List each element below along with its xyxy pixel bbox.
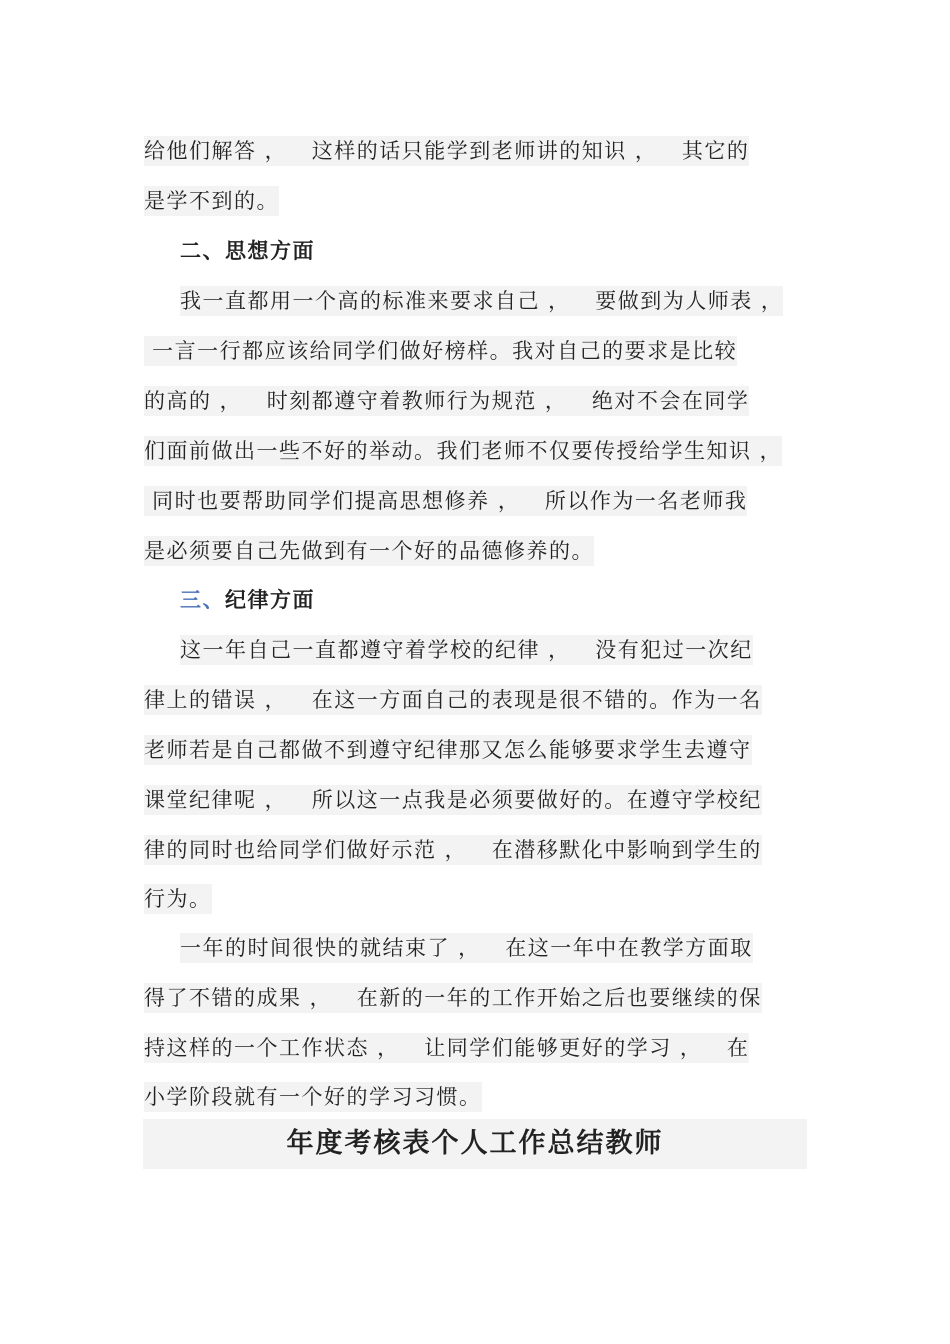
paragraph-line: 一言一行都应该给同学们做好榜样。我对自己的要求是比较 <box>144 336 737 366</box>
paragraph-line: 课堂纪律呢 ， 所以这一点我是必须要做好的。在遵守学校纪 <box>144 785 762 815</box>
paragraph-line: 一年的时间很快的就结束了 ， 在这一年中在教学方面取 <box>180 933 753 963</box>
heading-number: 二、 <box>180 239 225 263</box>
paragraph-line: 同时也要帮助同学们提高思想修养 ， 所以作为一名老师我 <box>144 486 747 516</box>
paragraph-line: 律的同时也给同学们做好示范 ， 在潜移默化中影响到学生的 <box>144 835 762 865</box>
paragraph-line: 得了不错的成果 ， 在新的一年的工作开始之后也要继续的保 <box>144 983 762 1013</box>
paragraph-line: 给他们解答 ， 这样的话只能学到老师讲的知识 ， 其它的 <box>144 136 749 166</box>
paragraph-line: 老师若是自己都做不到遵守纪律那又怎么能够要求学生去遵守 <box>144 735 752 765</box>
paragraph-line: 们面前做出一些不好的举动。我们老师不仅要传授给学生知识 ， <box>144 436 782 466</box>
paragraph-line: 这一年自己一直都遵守着学校的纪律 ， 没有犯过一次纪 <box>180 635 753 665</box>
heading-text: 纪律方面 <box>225 588 315 612</box>
section-heading-thought <box>180 236 315 266</box>
paragraph-line: 小学阶段就有一个好的学习习惯。 <box>144 1082 482 1112</box>
heading-text: 思想方面 <box>225 239 315 263</box>
paragraph-line: 我一直都用一个高的标准来要求自己 ， 要做到为人师表 ， <box>180 286 783 316</box>
section-heading-discipline <box>180 585 315 615</box>
heading-number: 三、 <box>180 588 225 612</box>
paragraph-line: 的高的 ， 时刻都遵守着教师行为规范 ， 绝对不会在同学 <box>144 386 749 416</box>
paragraph-line: 是学不到的。 <box>144 186 279 216</box>
paragraph-line: 是必须要自己先做到有一个好的品德修养的。 <box>144 536 594 566</box>
paragraph-line: 行为。 <box>144 884 212 914</box>
document-title: 年度考核表个人工作总结教师 <box>286 1128 664 1159</box>
paragraph-line: 持这样的一个工作状态 ， 让同学们能够更好的学习 ， 在 <box>144 1033 749 1063</box>
paragraph-line: 律上的错误 ， 在这一方面自己的表现是很不错的。作为一名 <box>144 685 762 715</box>
